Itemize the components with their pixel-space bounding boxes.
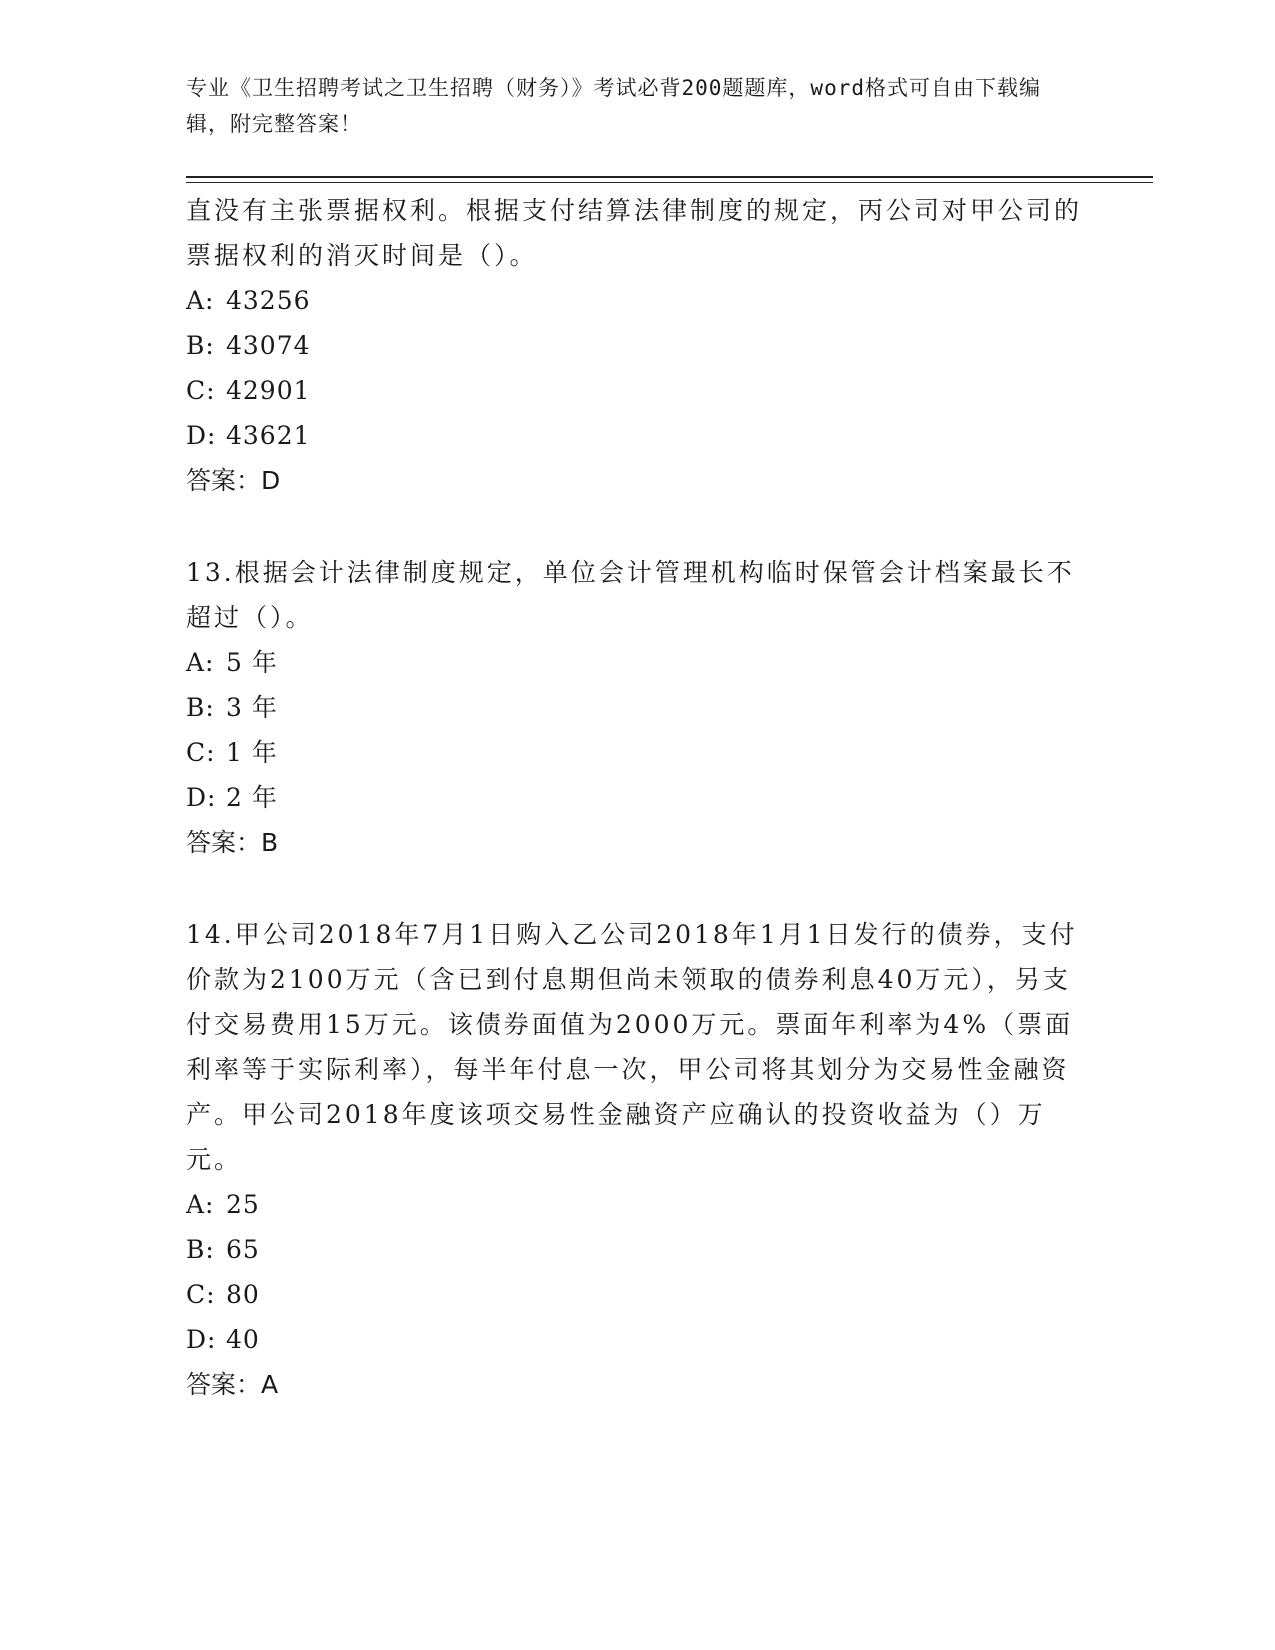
option-key: D: bbox=[186, 1325, 217, 1354]
option-a bbox=[186, 640, 1086, 685]
option-key: C: bbox=[186, 1280, 216, 1309]
option-value: 40 bbox=[226, 1325, 260, 1354]
option-value: 65 bbox=[226, 1235, 260, 1264]
question-14 bbox=[186, 912, 1086, 1407]
option-d bbox=[186, 775, 1086, 820]
option-key: B: bbox=[186, 331, 215, 360]
option-a bbox=[186, 278, 1086, 323]
option-value: 2 年 bbox=[226, 783, 278, 812]
option-value: 43256 bbox=[226, 286, 311, 315]
option-value: 25 bbox=[226, 1190, 260, 1219]
option-d bbox=[186, 413, 1086, 458]
option-key: A: bbox=[186, 648, 215, 677]
option-b bbox=[186, 685, 1086, 730]
option-value: 3 年 bbox=[226, 693, 278, 722]
option-key: A: bbox=[186, 1190, 215, 1219]
option-c bbox=[186, 1272, 1086, 1317]
option-value: 5 年 bbox=[226, 648, 278, 677]
question-text: 13.根据会计法律制度规定，单位会计管理机构临时保管会计档案最长不超过（）。 bbox=[186, 558, 1075, 632]
answer-line: 答案：A bbox=[186, 1370, 279, 1399]
option-key: D: bbox=[186, 421, 217, 450]
option-value: 43621 bbox=[226, 421, 311, 450]
option-key: C: bbox=[186, 738, 216, 767]
question-12 bbox=[186, 188, 1086, 503]
question-list bbox=[186, 188, 1086, 1407]
header-divider-thin bbox=[186, 182, 1153, 183]
option-value: 80 bbox=[226, 1280, 260, 1309]
option-c bbox=[186, 730, 1086, 775]
option-b bbox=[186, 323, 1086, 368]
spacer bbox=[186, 865, 1086, 912]
question-13 bbox=[186, 550, 1086, 865]
option-value: 42901 bbox=[226, 376, 311, 405]
option-value: 1 年 bbox=[226, 738, 278, 767]
option-key: A: bbox=[186, 286, 215, 315]
option-value: 43074 bbox=[226, 331, 311, 360]
spacer bbox=[186, 503, 1086, 550]
header-divider-thick bbox=[186, 176, 1153, 178]
option-key: B: bbox=[186, 693, 215, 722]
answer-line: 答案：D bbox=[186, 466, 281, 495]
option-key: B: bbox=[186, 1235, 215, 1264]
option-d bbox=[186, 1317, 1086, 1362]
document-header: 专业《卫生招聘考试之卫生招聘（财务）》考试必背200题题库，word格式可自由下载编辑，附完整答案！ bbox=[186, 76, 1041, 136]
option-b bbox=[186, 1227, 1086, 1272]
question-text: 14.甲公司2018年7月1日购入乙公司2018年1月1日发行的债券，支付价款为2100万元（含已到付息期但尚未领取的债券利息40万元），另支付交易费用15万元。该债券面值为2000万元。票面年利率为4%（票面利率等于实际利率），每半年付息一次，甲公司将其划分为交易性金融资产。甲公司2018年度该项交易性金融资产应确认的投资收益为（）万元。 bbox=[186, 920, 1078, 1174]
answer-line: 答案：B bbox=[186, 828, 279, 857]
question-text: 直没有主张票据权利。根据支付结算法律制度的规定，丙公司对甲公司的票据权利的消灭时间是（）。 bbox=[186, 196, 1083, 270]
option-a bbox=[186, 1182, 1086, 1227]
option-key: C: bbox=[186, 376, 216, 405]
option-c bbox=[186, 368, 1086, 413]
option-key: D: bbox=[186, 783, 217, 812]
